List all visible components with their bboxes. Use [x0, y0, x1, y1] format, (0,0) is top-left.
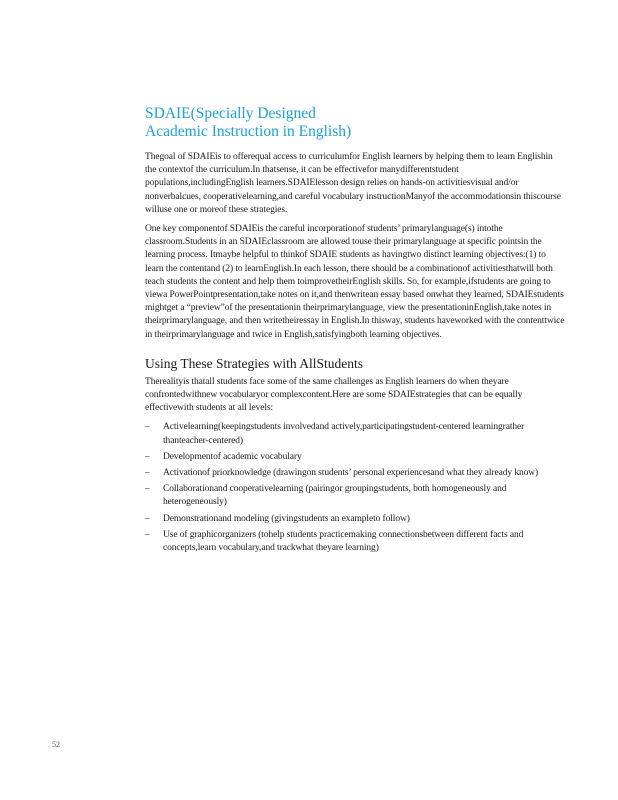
bullet-dash: –	[145, 468, 150, 479]
list-item-text: Developmentof academic vocabulary	[163, 451, 302, 462]
section-heading: Using These Strategies with AllStudents	[145, 355, 363, 371]
title-line-1: SDAIE(Specially Designed	[145, 105, 316, 122]
list-item	[145, 513, 565, 526]
list-item-text: Collaborationand cooperativelearning (pairingor groupingstudents, both homogeneously and heterogeneously)	[163, 484, 507, 508]
bullet-dash: –	[145, 451, 150, 462]
list-item	[145, 421, 565, 447]
bullet-dash: –	[145, 529, 150, 540]
list-item-text: Demonstrationand modeling (givingstudents an exampleto follow)	[163, 513, 410, 524]
paragraph-intro: Thegoal of SDAIEis to offerequal access to curriculumfor English learners by helping them to learn Englishin the contextof the curriculum.In thatsense, it can be effectivefor manydifferentstudent populations,includingEnglish learners.SDAIElesson design relies on hands-on activitiesvisual and/or nonverbalcues, cooperativelearning,and careful vocabulary instructionManyof the accommodationsin thiscourse willuse one or moreof these strategies.	[145, 152, 561, 215]
page-content	[145, 105, 565, 558]
bullet-dash: –	[145, 484, 150, 495]
list-item-text: Use of graphicorganizers (tohelp students practicemaking connectionsbetween different facts and concepts,learn vocabulary,and trackwhat theyare learning)	[163, 529, 524, 554]
list-item	[145, 483, 565, 509]
list-item	[145, 529, 565, 555]
list-item	[145, 467, 565, 480]
list-item	[145, 451, 565, 464]
paragraph-primary-language: One key componentof SDAIEis the careful incorporationof students’ primarylanguage(s) intothe classroom.Students in an SDAIEclassroom are allowed touse their primarylanguage at specific pointsin the learning process. Itmaybe helpful to thinkof SDAIE students as havingtwo distinct learning objectives:(1) to learn the contentand (2) to learnEnglish.In each lesson, there should be a combinationof activitiesthatwill both teach students the content and help them toimprovetheirEnglish skills. So, for example,ifstudents are going to viewa PowerPointpresentation,take notes on it,and thenwritean essay based onwhat they learned, SDAIEstudents mightget a “preview”of the presentationin theirprimarylanguage, view the presentationinEnglish,take notes in theirprimarylanguage, and then writetheiressay in English.In thisway, students haveworked with the contenttwice in theirprimarylanguage and twice in English,satisfyingboth learning objectives.	[145, 224, 565, 340]
page-number: 52	[52, 740, 60, 749]
list-item-text: Activelearning(keepingstudents involvedand actively,participatingstudent-centered learningrather thanteacher-centered)	[163, 422, 525, 446]
title-line-2: Academic Instruction in English)	[145, 123, 352, 140]
section-intro: Therealityis thatall students face some of the same challenges as English learners do when theyare confrontedwithnew vocabularyor complexcontent.Here are some SDAIEstrategies that can be equally effectivewith students at all levels:	[145, 376, 523, 414]
bullet-dash: –	[145, 422, 150, 433]
list-item-text: Activationof priorknowledge (drawingon students’ personal experiencesand what they already know)	[163, 468, 539, 479]
strategy-list	[145, 421, 565, 555]
bullet-dash: –	[145, 513, 150, 524]
page-title	[145, 105, 565, 141]
